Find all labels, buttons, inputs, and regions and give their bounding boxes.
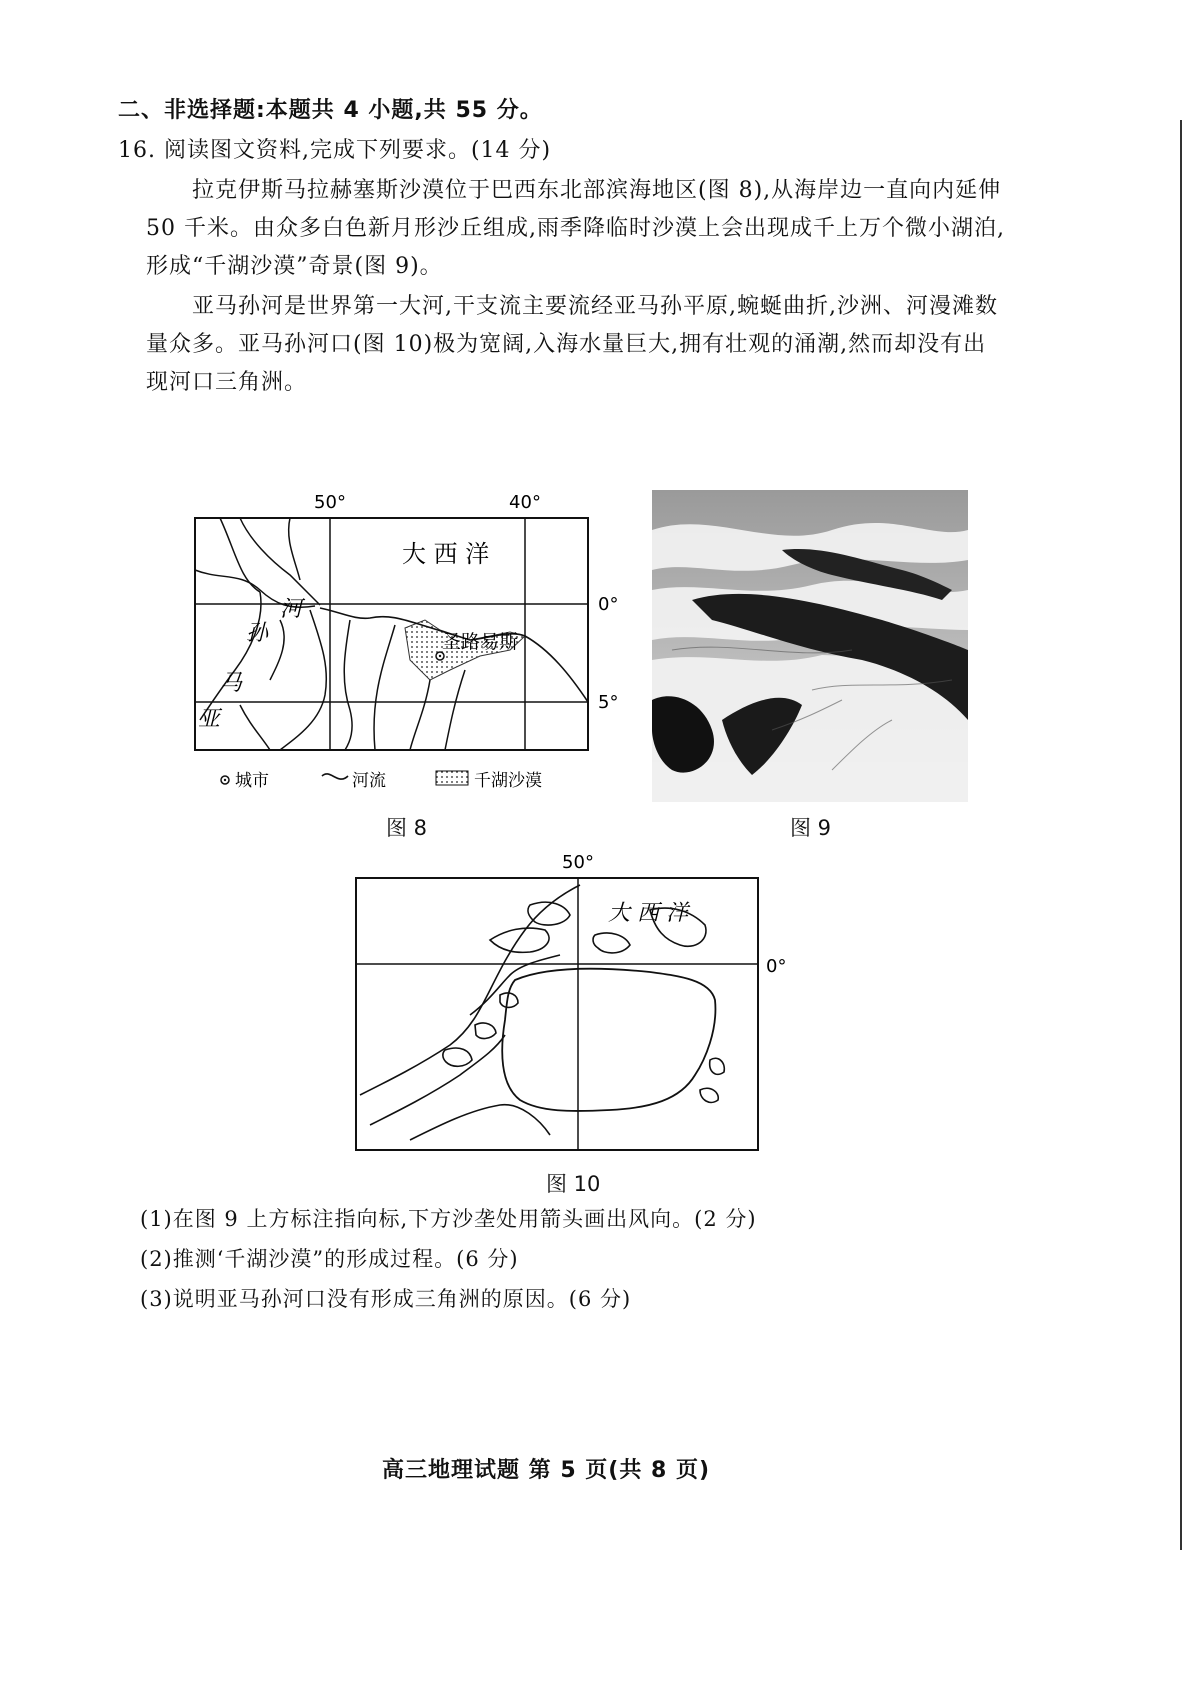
figure-8-caption: 图 8 xyxy=(386,816,428,840)
river-char-3: 马 xyxy=(220,671,243,696)
figure-10-map xyxy=(350,850,800,1160)
legend-desert-icon xyxy=(436,771,468,785)
lat-label-5: 5° xyxy=(598,692,619,713)
marajo-island xyxy=(502,969,715,1111)
lon-label-40: 40° xyxy=(509,492,541,513)
legend-river-label: 河流 xyxy=(352,771,386,791)
figure-8-map xyxy=(180,480,620,820)
river-char-2: 孙 xyxy=(246,621,269,646)
lat-label-0: 0° xyxy=(598,594,619,615)
map10-ocean-label: 大 西 洋 xyxy=(608,901,688,926)
map10-lat-label: 0° xyxy=(766,956,787,977)
figure-9-photo xyxy=(652,490,968,802)
page-footer: 高三地理试题 第 5 页(共 8 页) xyxy=(382,1458,711,1483)
para2-line1: 亚马孙河是世界第一大河,干支流主要流经亚马孙平原,蜿蜒曲折,沙洲、河漫滩数 xyxy=(192,294,998,319)
sub-question-2: (2)推测‘千湖沙漠”的形成过程。(6 分) xyxy=(140,1247,519,1271)
legend-desert-label: 千湖沙漠 xyxy=(474,771,542,791)
figure-9-caption: 图 9 xyxy=(790,816,832,840)
para2-line2: 量众多。亚马孙河口(图 10)极为宽阔,入海水量巨大,拥有壮观的涌潮,然而却没有出 xyxy=(146,332,987,357)
para1-line3: 形成“千湖沙漠”奇景(图 9)。 xyxy=(146,254,443,279)
section-heading: 二、非选择题:本题共 4 小题,共 55 分。 xyxy=(118,98,543,123)
figure-10-caption: 图 10 xyxy=(546,1172,601,1196)
para2-line3: 现河口三角洲。 xyxy=(146,370,308,395)
sub-question-1: (1)在图 9 上方标注指向标,下方沙垄处用箭头画出风向。(2 分) xyxy=(140,1207,757,1231)
legend-river-icon xyxy=(322,774,348,779)
para1-line1: 拉克伊斯马拉赫塞斯沙漠位于巴西东北部滨海地区(图 8),从海岸边一直向内延伸 xyxy=(192,178,1002,203)
river-char-1: 河 xyxy=(280,597,303,622)
sub-question-3: (3)说明亚马孙河口没有形成三角洲的原因。(6 分) xyxy=(140,1287,632,1311)
lon-label-50: 50° xyxy=(314,492,346,513)
margin-rule xyxy=(1180,120,1182,1550)
question-title: 16. 阅读图文资料,完成下列要求。(14 分) xyxy=(118,138,552,163)
para1-line2: 50 千米。由众多白色新月形沙丘组成,雨季降临时沙漠上会出现成千上万个微小湖泊, xyxy=(146,216,1005,241)
ocean-label: 大 西 洋 xyxy=(402,540,490,568)
map10-lon-label: 50° xyxy=(562,852,594,873)
city-label: 圣路易斯 xyxy=(442,631,519,653)
legend-city-label: 城市 xyxy=(235,771,269,791)
river-char-4: 亚 xyxy=(198,707,221,732)
